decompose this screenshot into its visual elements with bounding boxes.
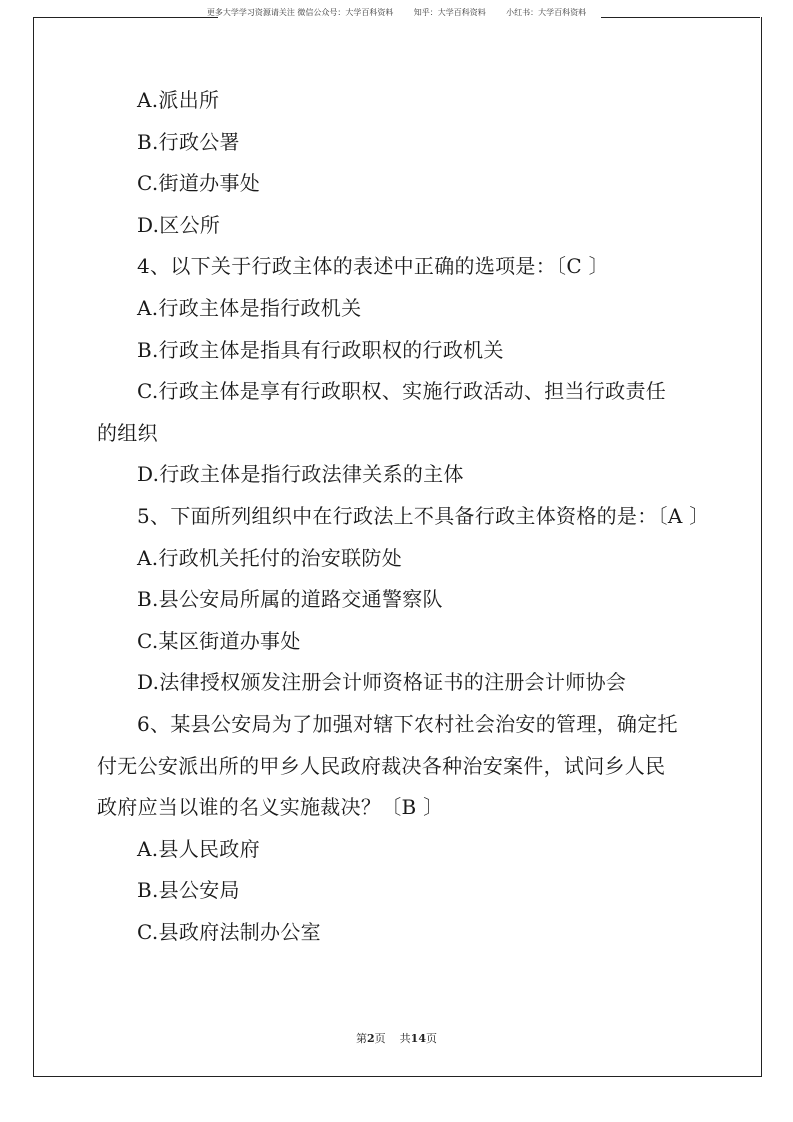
- option-line: C.县政府法制办公室: [137, 919, 321, 944]
- option-line: B.行政公署: [137, 129, 240, 154]
- option-line: A.派出所: [137, 88, 220, 112]
- question-line-continuation: 付无公安派出所的甲乡人民政府裁决各种治安案件，试问乡人民: [97, 753, 666, 778]
- option-line: C.街道办事处: [137, 171, 261, 196]
- option-line: A.行政主体是指行政机关: [137, 295, 362, 320]
- page-header: 更多大学学习资源请关注 微信公众号：大学百科资料 知乎：大学百科资料 小红书：大学百科资料: [206, 8, 587, 17]
- document-body: [97, 80, 710, 953]
- option-line: A.县人民政府: [137, 836, 260, 861]
- option-line: D.区公所: [137, 212, 221, 237]
- page-number: 2: [367, 1032, 375, 1045]
- page-footer: [0, 1030, 793, 1046]
- option-line: C.某区街道办事处: [137, 628, 301, 653]
- option-line: D.行政主体是指行政法律关系的主体: [137, 462, 464, 487]
- page-label-mid: 页 共: [374, 1032, 411, 1045]
- option-line: B.行政主体是指具有行政职权的行政机关: [137, 337, 504, 362]
- option-line: D.法律授权颁发注册会计师资格证书的注册会计师协会: [137, 670, 627, 695]
- question-line: 5、下面所列组织中在行政法上不具备行政主体资格的是：〔A 〕: [137, 503, 710, 528]
- option-line: A.行政机关托付的治安联防处: [137, 545, 403, 570]
- option-line-continuation: 的组织: [97, 420, 158, 445]
- option-line: B.县公安局所属的道路交通警察队: [137, 587, 443, 612]
- page-label-prefix: 第: [356, 1032, 368, 1045]
- page-total: 14: [410, 1032, 426, 1045]
- option-line: C.行政主体是享有行政职权、实施行政活动、担当行政责任: [137, 379, 667, 404]
- option-line: B.县公安局: [137, 878, 240, 903]
- question-line: 4、以下关于行政主体的表述中正确的选项是：〔C 〕: [137, 254, 609, 279]
- question-line-continuation: 政府应当以谁的名义实施裁决？〔B 〕: [97, 795, 444, 820]
- page-label-suffix: 页: [425, 1032, 437, 1045]
- question-line: 6、某县公安局为了加强对辖下农村社会治安的管理，确定托: [137, 711, 678, 736]
